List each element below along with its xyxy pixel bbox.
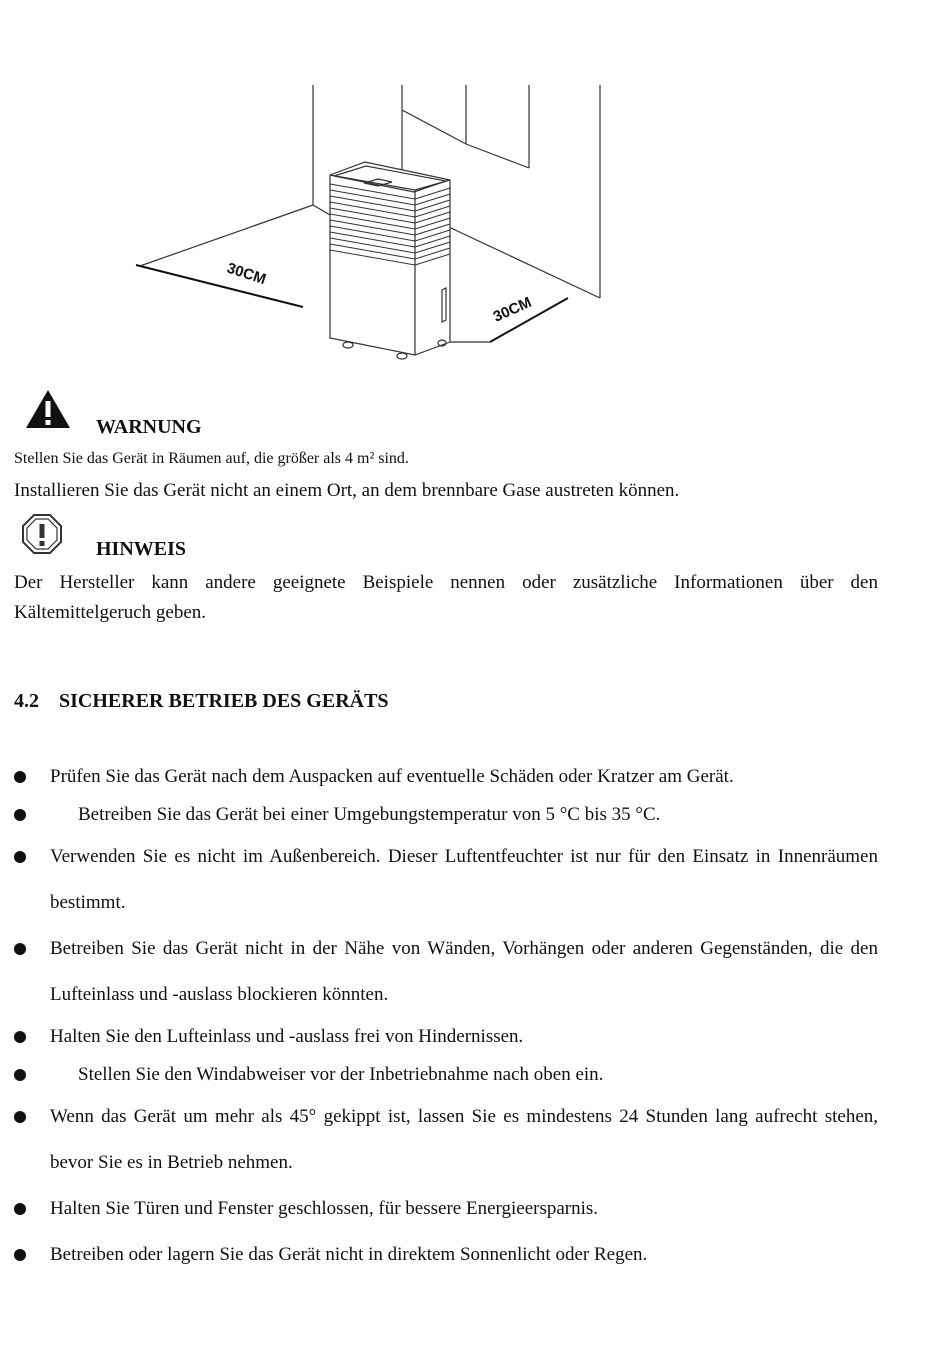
bullet-dot-icon	[14, 851, 26, 863]
installation-clearance-figure	[120, 80, 640, 380]
bullet-dot-icon	[14, 809, 26, 821]
list-item: Halten Sie den Lufteinlass und -auslass frei von Hindernissen.	[14, 1018, 878, 1056]
section-heading	[14, 690, 389, 713]
warning-triangle-icon	[24, 388, 72, 430]
bullet-dot-icon	[14, 1031, 26, 1043]
left-clearance-label: 30CM	[224, 259, 269, 289]
section-title: SICHERER BETRIEB DES GERÄTS	[59, 690, 389, 712]
bullet-dot-icon	[14, 943, 26, 955]
note-heading	[20, 512, 420, 562]
bullet-dot-icon	[14, 1069, 26, 1081]
warning-title: WARNUNG	[96, 416, 202, 438]
list-item: Verwenden Sie es nicht im Außenbereich. Dieser Luftentfeuchter ist nur für den Einsatz in Innenräumen bestimmt.	[14, 834, 878, 926]
bullet-dot-icon	[14, 1249, 26, 1261]
list-item: Betreiben Sie das Gerät bei einer Umgebungstemperatur von 5 °C bis 35 °C.	[14, 796, 878, 834]
right-clearance-label: 30CM	[490, 293, 535, 326]
exclamation-octagon-icon	[20, 512, 64, 556]
list-item: Stellen Sie den Windabweiser vor der Inbetriebnahme nach oben ein.	[14, 1056, 878, 1094]
list-item: Betreiben oder lagern Sie das Gerät nicht in direktem Sonnenlicht oder Regen.	[14, 1232, 878, 1278]
section-number: 4.2	[14, 690, 39, 712]
note-title: HINWEIS	[96, 538, 187, 560]
bullet-dot-icon	[14, 1111, 26, 1123]
warning-gas-text: Installieren Sie das Gerät nicht an einem Ort, an dem brennbare Gase austreten können.	[14, 480, 680, 501]
list-item: Wenn das Gerät um mehr als 45° gekippt ist, lassen Sie es mindestens 24 Stunden lang aufrecht stehen, bevor Sie es in Betrieb nehmen.	[14, 1094, 878, 1186]
bullet-dot-icon	[14, 771, 26, 783]
dehumidifier-diagram	[120, 80, 640, 380]
note-text: Der Hersteller kann andere geeignete Beispiele nennen oder zusätzliche Informationen über den Kältemittelgeruch geben.	[14, 572, 878, 623]
warning-heading	[24, 388, 424, 438]
safety-bullet-list	[14, 758, 878, 1278]
list-item: Betreiben Sie das Gerät nicht in der Nähe von Wänden, Vorhängen oder anderen Gegenständen, die den Lufteinlass und -auslass blockieren könnten.	[14, 926, 878, 1018]
warning-room-size-text: Stellen Sie das Gerät in Räumen auf, die größer als 4 m² sind.	[14, 450, 409, 467]
list-item: Halten Sie Türen und Fenster geschlossen, für bessere Energieersparnis.	[14, 1186, 878, 1232]
bullet-dot-icon	[14, 1203, 26, 1215]
list-item: Prüfen Sie das Gerät nach dem Auspacken auf eventuelle Schäden oder Kratzer am Gerät.	[14, 758, 878, 796]
